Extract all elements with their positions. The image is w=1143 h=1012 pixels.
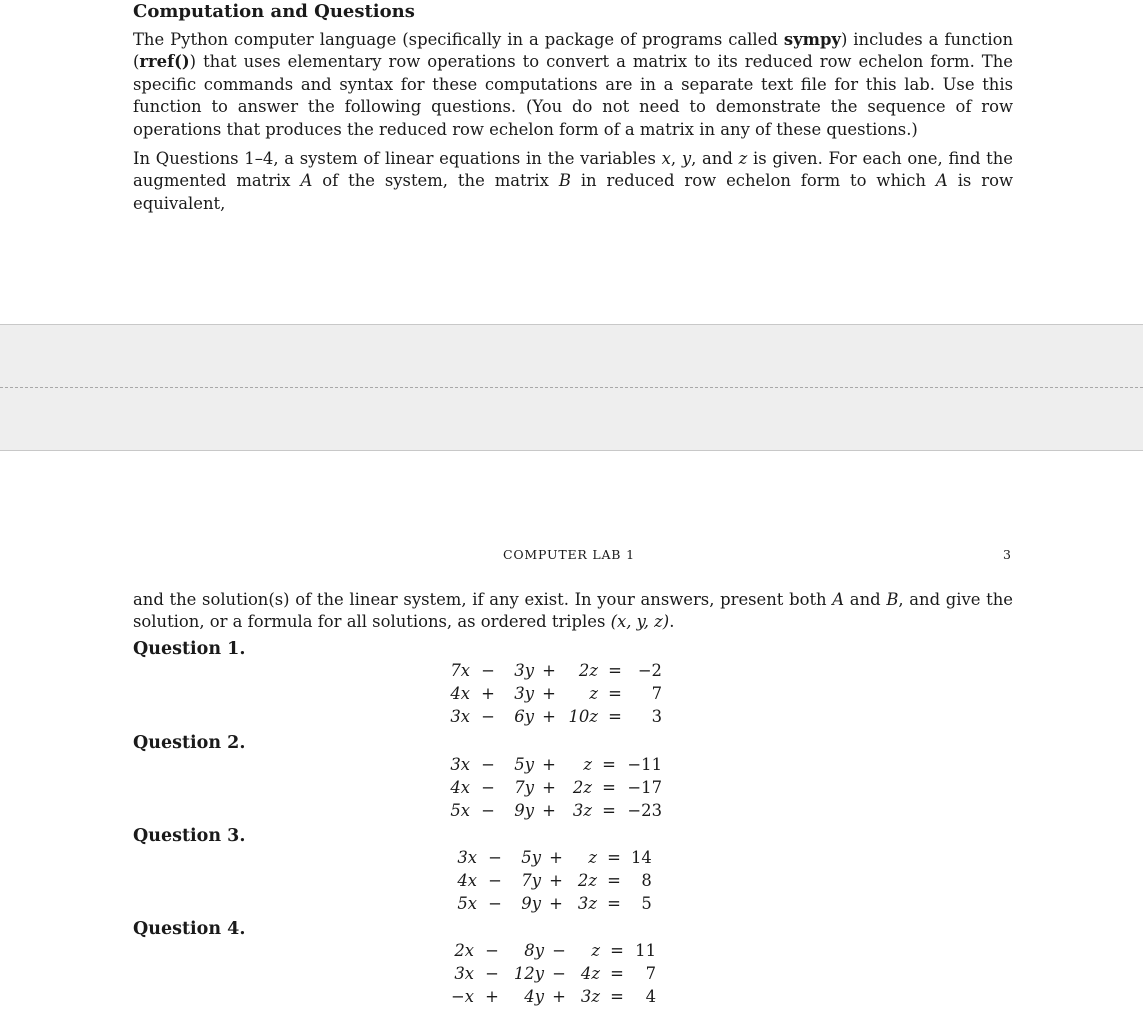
equation-row — [446, 682, 662, 705]
operator: − — [481, 661, 495, 680]
operator: + — [552, 987, 566, 1006]
text-run: in reduced row echelon form to which — [570, 171, 936, 191]
equals: = — [608, 661, 622, 680]
rhs: −23 — [627, 801, 662, 820]
y-term: 9y — [514, 801, 534, 820]
x-term: 5x — [457, 894, 477, 913]
pdf-page-2-bottom — [0, 0, 1143, 324]
equation-row — [455, 846, 652, 869]
question-1-system — [446, 659, 662, 728]
text-run: is given. For each one, find the augmented matrix — [133, 149, 1014, 191]
rhs: 11 — [635, 941, 656, 960]
text-run: The Python computer language (specifically in a package of programs called — [133, 30, 784, 49]
var-z: z — [738, 149, 748, 169]
z-term: 2z — [577, 871, 597, 890]
ordered-triple: (x, y, z) — [610, 612, 670, 632]
question-3-label: Question 3. — [133, 826, 246, 846]
equals: = — [608, 684, 622, 703]
equals: = — [608, 707, 622, 726]
z-term: 2z — [572, 778, 592, 797]
operator: − — [485, 964, 499, 983]
equation-row — [446, 705, 662, 728]
equals: = — [610, 941, 624, 960]
operator: + — [542, 707, 556, 726]
var-B: B — [886, 590, 899, 609]
operator: − — [488, 848, 502, 867]
operator: + — [542, 755, 556, 774]
text-run: ) includes a function ( — [133, 30, 1014, 72]
var-y: y — [681, 149, 692, 169]
text-run: is row equivalent, — [133, 171, 1014, 213]
question-2-system — [446, 753, 662, 822]
text-run: and the solution(s) of the linear system, if any exist. In your answers, present both — [133, 590, 833, 609]
operator: − — [481, 801, 495, 820]
question-4-label: Question 4. — [133, 919, 246, 939]
z-term: 4z — [580, 964, 600, 983]
questions-intro-paragraph — [133, 148, 1013, 215]
rhs: 7 — [645, 964, 656, 983]
equals: = — [607, 894, 621, 913]
operator: − — [481, 755, 495, 774]
operator: + — [549, 871, 563, 890]
x-term: 2x — [454, 941, 474, 960]
z-term: 3z — [572, 801, 592, 820]
equals: = — [607, 871, 621, 890]
rhs: 7 — [651, 684, 662, 703]
x-term: 3x — [454, 964, 474, 983]
running-header — [0, 547, 1143, 567]
equation-row — [450, 985, 656, 1008]
equation-row — [446, 799, 662, 822]
page-gap — [0, 324, 1143, 451]
var-A: A — [935, 171, 948, 191]
text-run: of the system, the matrix — [312, 171, 559, 191]
x-term: 4x — [450, 778, 470, 797]
y-term: 4y — [524, 987, 544, 1006]
equals: = — [602, 755, 616, 774]
operator: + — [542, 801, 556, 820]
z-term: 10z — [568, 707, 598, 726]
x-term: 5x — [450, 801, 470, 820]
operator: + — [549, 894, 563, 913]
y-term: 9y — [521, 894, 541, 913]
question-1-label: Question 1. — [133, 639, 246, 659]
rhs: 5 — [641, 894, 652, 913]
text-run: , and — [691, 149, 739, 169]
page1-text-column — [133, 0, 1013, 215]
question-4-system — [450, 939, 656, 1008]
z-term: z — [588, 848, 597, 867]
page-number: 3 — [1003, 547, 1012, 562]
question-3-system — [455, 846, 652, 915]
equation-row — [446, 659, 662, 682]
text-run: . — [669, 612, 675, 632]
x-term: −x — [451, 987, 474, 1006]
var-A: A — [832, 590, 845, 609]
y-term: 3y — [514, 661, 534, 680]
x-term: 4x — [457, 871, 477, 890]
equation-row — [450, 962, 656, 985]
operator: − — [488, 894, 502, 913]
rhs: 8 — [641, 871, 652, 890]
z-term: 2z — [578, 661, 598, 680]
page2-text-column — [133, 589, 1013, 634]
operator: − — [485, 941, 499, 960]
x-term: 7x — [450, 661, 470, 680]
sympy-keyword: sympy — [783, 30, 841, 49]
continuation-paragraph — [133, 589, 1013, 634]
z-term: z — [589, 684, 598, 703]
var-B: B — [558, 171, 571, 191]
equation-table — [446, 659, 662, 728]
page-break-line — [0, 387, 1143, 388]
question-2-label: Question 2. — [133, 733, 246, 753]
equation-table — [450, 939, 656, 1008]
section-heading: Computation and Questions — [133, 1, 415, 22]
equation-row — [446, 776, 662, 799]
y-term: 7y — [521, 871, 541, 890]
equals: = — [602, 778, 616, 797]
rhs: 4 — [645, 987, 656, 1006]
operator: − — [481, 707, 495, 726]
operator: − — [488, 871, 502, 890]
operator: − — [481, 778, 495, 797]
text-run: ) that uses elementary row operations to convert a matrix to its reduced row echelon form. The specific commands and syntax for these computations are in a separate text file for this lab. Use this function to answer the following questions. (You do not need to demonstrate the sequence of row operations that produces the reduced row echelon form of a matrix in any of these questions.) — [133, 52, 1013, 139]
z-term: z — [591, 941, 600, 960]
z-term: 3z — [577, 894, 597, 913]
equals: = — [610, 987, 624, 1006]
operator: + — [542, 661, 556, 680]
y-term: 5y — [514, 755, 534, 774]
operator: + — [542, 778, 556, 797]
equation-row — [446, 753, 662, 776]
equation-row — [450, 939, 656, 962]
equals: = — [607, 848, 621, 867]
equation-table — [455, 846, 652, 915]
rhs: −17 — [627, 778, 662, 797]
text-run: In Questions 1–4, a system of linear equations in the variables — [133, 149, 662, 169]
rref-keyword: rref() — [139, 52, 190, 72]
y-term: 6y — [514, 707, 534, 726]
y-term: 7y — [514, 778, 534, 797]
operator: + — [542, 684, 556, 703]
operator: − — [552, 964, 566, 983]
rhs: 3 — [651, 707, 662, 726]
x-term: 4x — [450, 684, 470, 703]
operator: + — [485, 987, 499, 1006]
equals: = — [602, 801, 616, 820]
x-term: 3x — [450, 707, 470, 726]
equals: = — [610, 964, 624, 983]
equation-row — [455, 869, 652, 892]
text-run: and — [844, 590, 887, 609]
text-run: , and give the solution, or a formula for all solutions, as ordered triples — [133, 590, 1013, 632]
intro-paragraph — [133, 29, 1013, 141]
y-term: 5y — [521, 848, 541, 867]
x-term: 3x — [457, 848, 477, 867]
rhs: −11 — [627, 755, 662, 774]
z-term: z — [583, 755, 592, 774]
z-term: 3z — [580, 987, 600, 1006]
x-term: 3x — [450, 755, 470, 774]
operator: + — [481, 684, 495, 703]
var-A: A — [300, 171, 313, 191]
equation-table — [446, 753, 662, 822]
y-term: 8y — [524, 941, 544, 960]
pdf-page-3 — [0, 451, 1143, 1012]
y-term: 12y — [513, 964, 544, 983]
operator: − — [552, 941, 566, 960]
rhs: −2 — [637, 661, 662, 680]
header-title: COMPUTER LAB 1 — [503, 547, 635, 562]
rhs: 14 — [631, 848, 652, 867]
var-x: x — [661, 149, 671, 169]
operator: + — [549, 848, 563, 867]
equation-row — [455, 892, 652, 915]
text-run: , — [670, 149, 682, 169]
y-term: 3y — [514, 684, 534, 703]
